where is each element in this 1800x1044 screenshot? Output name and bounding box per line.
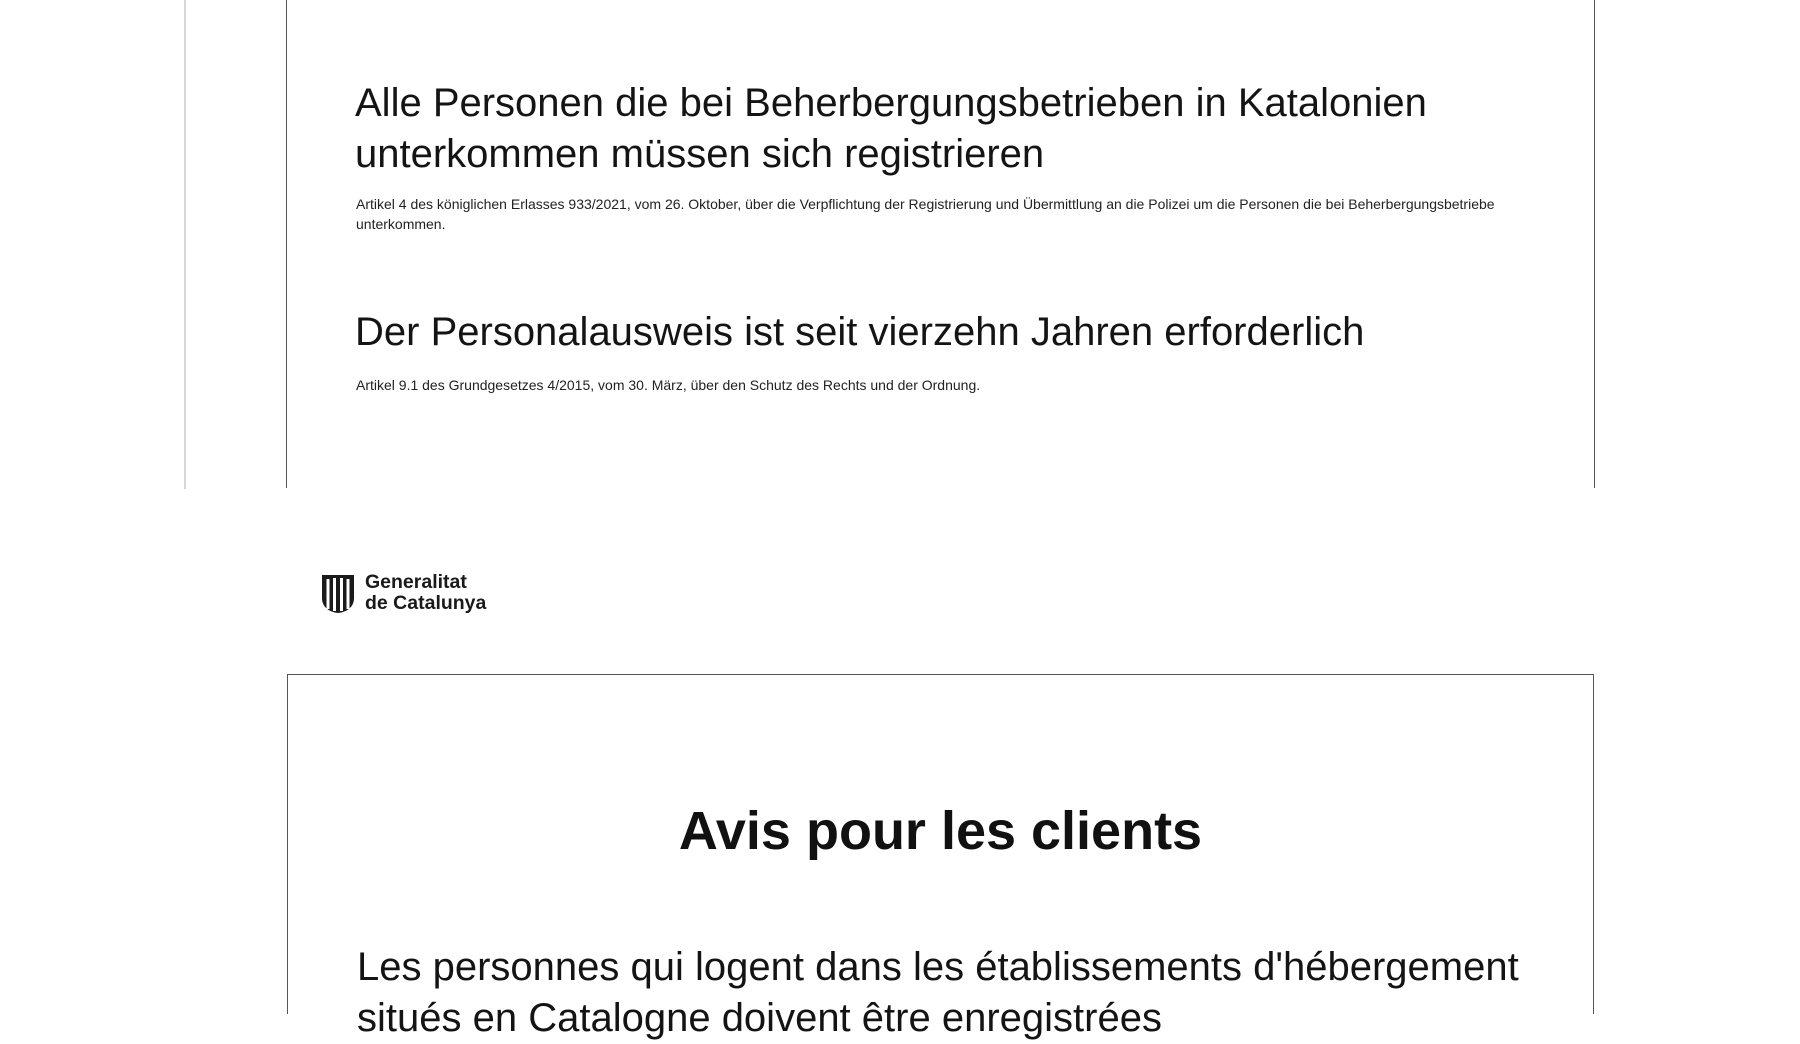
generalitat-emblem-icon (320, 572, 356, 614)
registration-legal-reference: Artikel 4 des königlichen Erlasses 933/2021, vom 26. Oktober, über die Verpflichtung der Registrierung und Übermittlung an die Polizei um die Personen die bei Beherbergungsbetriebe unterkommen. (356, 196, 1495, 232)
logo-line-2: de Catalunya (365, 592, 487, 614)
notice-title: Avis pour les clients (678, 801, 1203, 861)
id-requirement-statement: Der Personalausweis ist seit vierzehn Jahren erforderlich (355, 310, 1365, 354)
notice-frame-french (287, 674, 1594, 1040)
id-requirement-legal-reference: Artikel 9.1 des Grundgesetzes 4/2015, vom 30. März, über den Schutz des Rechts und der Ordnung. (356, 377, 981, 393)
notice-page-german (184, 0, 1598, 489)
generalitat-logo-text (365, 572, 486, 614)
logo-line-1: Generalitat (365, 571, 467, 593)
registration-statement: Alle Personen die bei Beherbergungsbetrieben in Katalonien unterkommen müssen sich registrieren (355, 81, 1427, 176)
notice-frame-german (286, 0, 1595, 488)
notice-body: Les personnes qui logent dans les établissements d'hébergement situés en Catalogne doivent être enregistrées (357, 945, 1519, 1040)
generalitat-logo (320, 572, 486, 614)
